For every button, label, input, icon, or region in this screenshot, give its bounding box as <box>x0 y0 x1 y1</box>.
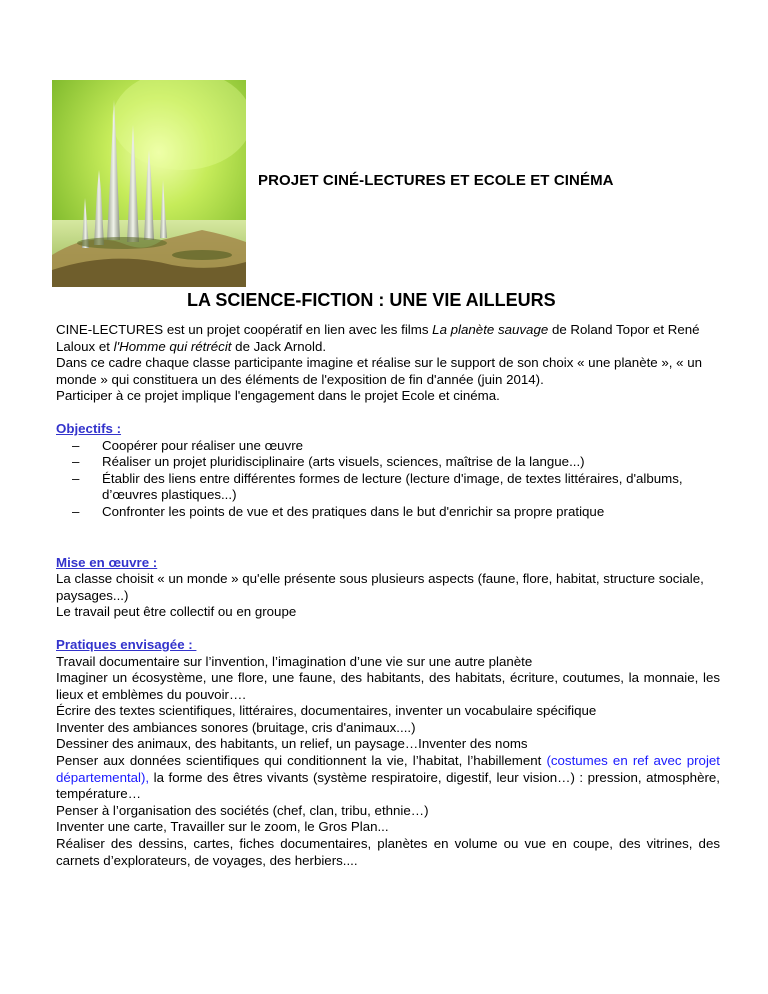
intro-paragraph: Dans ce cadre chaque classe participante imagine et réalise sur le support de son choix « une planète », « un monde » qui constituera un des éléments de l'exposition de fin d'année (juin 2014). <box>56 355 703 387</box>
pratiques-section <box>56 637 720 869</box>
main-title: LA SCIENCE-FICTION : UNE VIE AILLEURS <box>187 290 556 310</box>
objectifs-list <box>56 438 720 521</box>
highlighted-note: (costumes en ref avec projet départemental), <box>56 753 720 785</box>
list-item: – Coopérer pour réaliser une œuvre <box>56 438 720 455</box>
paragraph: Penser à l’organisation des sociétés (chef, clan, tribu, ethnie…) <box>56 802 429 818</box>
intro-paragraph: Participer à ce projet implique l'engagement dans le projet Ecole et cinéma. <box>56 388 500 404</box>
project-title: PROJET CINÉ-LECTURES ET ECOLE ET CINÉMA <box>258 172 614 189</box>
paragraph: Inventer une carte, Travailler sur le zoom, le Gros Plan... <box>56 819 389 835</box>
paragraph: Imaginer un écosystème, une flore, une faune, des habitants, des habitats, écriture, coutumes, la monnaie, les lieux et emblèmes du pouvoir…. <box>56 670 720 702</box>
paragraph: Penser aux données scientifiques qui conditionnent la vie, l’habitat, l’habillement (costumes en ref avec projet départemental), la forme des êtres vivants (système respiratoire, digestif, leur vision…) : pression, atmosphère, température… <box>56 753 720 802</box>
mise-en-oeuvre-heading: Mise en œuvre : <box>56 554 158 570</box>
paragraph: Dessiner des animaux, des habitants, un relief, un paysage…Inventer des noms <box>56 736 528 752</box>
document-body <box>56 322 720 869</box>
mise-en-oeuvre-section <box>56 555 720 621</box>
pratiques-heading: Pratiques envisagée : <box>56 636 197 652</box>
list-item: – Confronter les points de vue et des pratiques dans le but d'enrichir sa propre pratique <box>56 504 720 521</box>
sci-fi-landscape-image <box>52 80 246 287</box>
list-item: – Réaliser un projet pluridisciplinaire (arts visuels, sciences, maîtrise de la langue...) <box>56 454 720 471</box>
paragraph: Travail documentaire sur l’invention, l’imagination d’une vie sur une autre planète <box>56 653 533 669</box>
paragraph: Le travail peut être collectif ou en groupe <box>56 604 297 620</box>
paragraph: Réaliser des dessins, cartes, fiches documentaires, planètes en volume ou vue en coupe, des vitrines, des carnets d’explorateurs, de voyages, des herbiers.... <box>56 836 720 868</box>
film-title: l'Homme qui rétrécit <box>113 338 232 354</box>
paragraph: Écrire des textes scientifiques, littéraires, documentaires, inventer un vocabulaire spécifique <box>56 703 597 719</box>
objectifs-heading: Objectifs : <box>56 420 122 436</box>
objectifs-section <box>56 421 720 521</box>
film-title: La planète sauvage <box>432 322 549 337</box>
paragraph: Inventer des ambiances sonores (bruitage, cris d'animaux....) <box>56 719 416 735</box>
list-item: – Établir des liens entre différentes formes de lecture (lecture d'image, de textes littéraires, d'albums, d’œuvres plastiques...) <box>56 471 720 504</box>
paragraph: La classe choisit « un monde » qu'elle présente sous plusieurs aspects (faune, flore, habitat, structure sociale, paysages...) <box>56 571 704 603</box>
intro-paragraph: CINE-LECTURES est un projet coopératif en lien avec les films La planète sauvage de Roland Topor et René Laloux et l'Homme qui rétrécit de Jack Arnold. <box>56 322 700 354</box>
